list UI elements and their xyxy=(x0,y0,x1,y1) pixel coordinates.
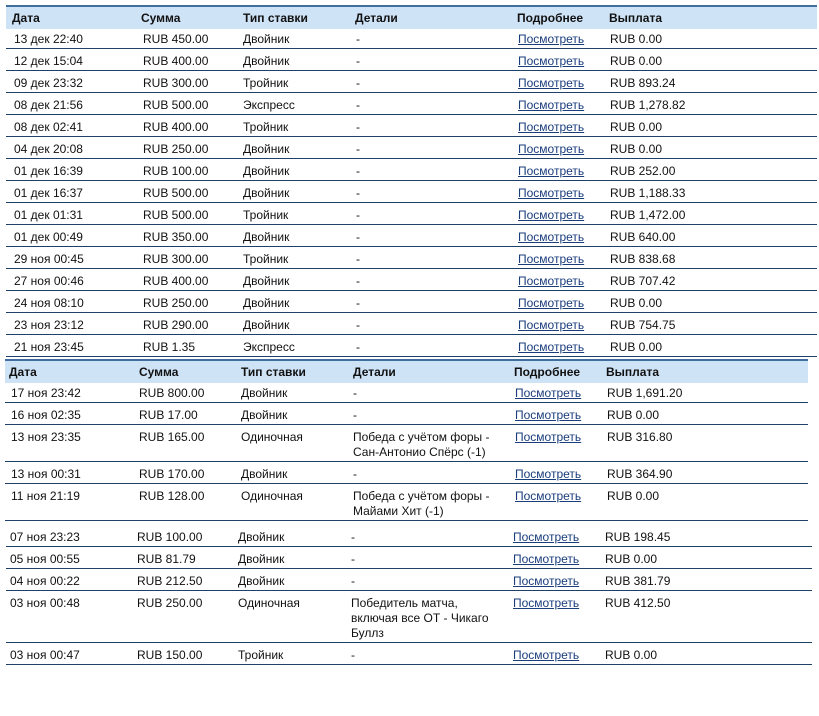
bet-type-cell: Тройник xyxy=(243,252,289,266)
view-details-link[interactable]: Посмотреть xyxy=(518,318,585,332)
table-row xyxy=(6,159,817,181)
details-cell xyxy=(351,596,489,641)
date-cell: 11 ноя 21:19 xyxy=(11,489,80,503)
amount-cell: RUB 17.00 xyxy=(139,408,198,422)
table-row xyxy=(5,484,808,521)
amount-cell: RUB 500.00 xyxy=(143,186,209,200)
col-date-header: Дата xyxy=(12,11,40,25)
payout-cell: RUB 0.00 xyxy=(610,120,663,134)
date-cell: 01 дек 00:49 xyxy=(14,230,83,244)
details-cell: - xyxy=(356,186,360,200)
payout-cell: RUB 0.00 xyxy=(607,489,660,503)
col-payout-header: Выплата xyxy=(606,365,660,379)
bet-type-cell: Двойник xyxy=(238,530,285,544)
payout-cell: RUB 0.00 xyxy=(605,648,658,662)
bets-table-2 xyxy=(5,359,808,525)
bets-table-3 xyxy=(6,525,812,665)
details-line: - xyxy=(351,552,355,566)
payout-cell: RUB 0.00 xyxy=(610,54,663,68)
details-cell: - xyxy=(356,340,360,354)
date-cell: 24 ноя 08:10 xyxy=(14,296,84,310)
date-cell: 08 дек 02:41 xyxy=(14,120,83,134)
view-details-link[interactable]: Посмотреть xyxy=(515,386,582,400)
payout-cell: RUB 0.00 xyxy=(610,340,663,354)
table-row xyxy=(6,525,812,547)
col-more-header: Подробнее xyxy=(514,365,581,379)
details-cell xyxy=(351,552,355,567)
details-line: - xyxy=(353,386,357,400)
bet-type-cell: Двойник xyxy=(243,318,290,332)
col-details-header: Детали xyxy=(355,11,398,25)
bet-type-cell: Двойник xyxy=(238,574,285,588)
table-row xyxy=(6,225,817,247)
details-cell: - xyxy=(356,208,360,222)
amount-cell: RUB 128.00 xyxy=(139,489,205,503)
date-cell: 13 ноя 23:35 xyxy=(11,430,81,444)
amount-cell: RUB 250.00 xyxy=(143,142,209,156)
payout-cell: RUB 754.75 xyxy=(610,318,676,332)
amount-cell: RUB 500.00 xyxy=(143,98,209,112)
details-line: - xyxy=(351,574,355,588)
details-line: - xyxy=(353,408,357,422)
amount-cell: RUB 1.35 xyxy=(143,340,196,354)
table-header xyxy=(6,5,817,29)
date-cell: 01 дек 16:39 xyxy=(14,164,83,178)
payout-cell: RUB 252.00 xyxy=(610,164,676,178)
col-payout-header: Выплата xyxy=(609,11,663,25)
bet-type-cell: Двойник xyxy=(243,142,290,156)
details-line: - xyxy=(351,648,355,662)
date-cell: 08 дек 21:56 xyxy=(14,98,83,112)
bet-type-cell: Тройник xyxy=(243,120,289,134)
date-cell: 01 дек 01:31 xyxy=(14,208,83,222)
table-row xyxy=(6,27,817,49)
view-details-link[interactable]: Посмотреть xyxy=(515,408,582,422)
date-cell: 13 дек 22:40 xyxy=(14,32,83,46)
details-cell xyxy=(351,574,355,589)
view-details-link[interactable]: Посмотреть xyxy=(518,98,585,112)
bet-type-cell: Двойник xyxy=(243,54,290,68)
payout-cell: RUB 364.90 xyxy=(607,467,673,481)
amount-cell: RUB 450.00 xyxy=(143,32,209,46)
view-details-link[interactable]: Посмотреть xyxy=(518,252,585,266)
date-cell: 27 ноя 00:46 xyxy=(14,274,84,288)
view-details-link[interactable]: Посмотреть xyxy=(518,120,585,134)
view-details-link[interactable]: Посмотреть xyxy=(518,142,585,156)
view-details-link[interactable]: Посмотреть xyxy=(518,164,585,178)
bet-type-cell: Двойник xyxy=(241,467,288,481)
payout-cell: RUB 893.24 xyxy=(610,76,676,90)
amount-cell: RUB 400.00 xyxy=(143,120,209,134)
bet-type-cell: Одиночная xyxy=(238,596,300,610)
date-cell: 04 дек 20:08 xyxy=(14,142,83,156)
payout-cell: RUB 707.42 xyxy=(610,274,676,288)
date-cell: 13 ноя 00:31 xyxy=(11,467,81,481)
details-cell: - xyxy=(356,32,360,46)
table-row xyxy=(5,425,808,462)
table-row xyxy=(6,547,812,569)
view-details-link[interactable]: Посмотреть xyxy=(518,186,585,200)
details-line: Победа с учётом форы - xyxy=(353,489,490,503)
view-details-link[interactable]: Посмотреть xyxy=(518,230,585,244)
payout-cell: RUB 198.45 xyxy=(605,530,671,544)
bet-type-cell: Одиночная xyxy=(241,489,303,503)
amount-cell: RUB 100.00 xyxy=(137,530,203,544)
details-cell: - xyxy=(356,274,360,288)
col-details-header: Детали xyxy=(353,365,396,379)
view-details-link[interactable]: Посмотреть xyxy=(518,54,585,68)
view-details-link[interactable]: Посмотреть xyxy=(515,430,582,444)
amount-cell: RUB 250.00 xyxy=(137,596,203,610)
amount-cell: RUB 170.00 xyxy=(139,467,205,481)
details-line: Майами Хит (-1) xyxy=(353,504,444,518)
details-cell xyxy=(351,530,355,545)
bet-type-cell: Двойник xyxy=(243,32,290,46)
bet-type-cell: Экспресс xyxy=(243,98,295,112)
details-cell: - xyxy=(356,252,360,266)
view-details-link[interactable]: Посмотреть xyxy=(513,648,580,662)
bet-type-cell: Экспресс xyxy=(243,340,295,354)
details-line: Победитель матча, xyxy=(351,596,458,610)
amount-cell: RUB 212.50 xyxy=(137,574,203,588)
payout-cell: RUB 1,188.33 xyxy=(610,186,686,200)
payout-cell: RUB 316.80 xyxy=(607,430,673,444)
details-line: Сан-Антонио Спёрс (-1) xyxy=(353,445,486,459)
date-cell: 17 ноя 23:42 xyxy=(11,386,81,400)
date-cell: 03 ноя 00:47 xyxy=(10,648,80,662)
amount-cell: RUB 290.00 xyxy=(143,318,209,332)
table-row xyxy=(6,71,817,93)
bet-type-cell: Двойник xyxy=(243,274,290,288)
amount-cell: RUB 300.00 xyxy=(143,76,209,90)
details-line: - xyxy=(353,467,357,481)
table-row xyxy=(6,181,817,203)
table-row xyxy=(6,269,817,291)
date-cell: 12 дек 15:04 xyxy=(14,54,83,68)
table-row xyxy=(6,203,817,225)
table-row xyxy=(6,291,817,313)
col-amount-header: Сумма xyxy=(141,11,181,25)
bets-table-1 xyxy=(6,5,817,360)
amount-cell: RUB 400.00 xyxy=(143,54,209,68)
table-row xyxy=(5,462,808,484)
view-details-link[interactable]: Посмотреть xyxy=(515,489,582,503)
payout-cell: RUB 0.00 xyxy=(610,32,663,46)
view-details-link[interactable]: Посмотреть xyxy=(515,467,582,481)
details-cell: - xyxy=(356,230,360,244)
col-amount-header: Сумма xyxy=(139,365,179,379)
date-cell: 21 ноя 23:45 xyxy=(14,340,84,354)
bet-type-cell: Тройник xyxy=(243,76,289,90)
table-row xyxy=(6,643,812,665)
amount-cell: RUB 400.00 xyxy=(143,274,209,288)
table-row xyxy=(6,313,817,335)
col-more-header: Подробнее xyxy=(517,11,584,25)
amount-cell: RUB 165.00 xyxy=(139,430,205,444)
view-details-link[interactable]: Посмотреть xyxy=(518,296,585,310)
col-bet-type-header: Тип ставки xyxy=(243,11,308,25)
amount-cell: RUB 81.79 xyxy=(137,552,196,566)
table-row xyxy=(6,49,817,71)
bet-type-cell: Тройник xyxy=(243,208,289,222)
details-cell xyxy=(353,489,490,519)
bet-type-cell: Двойник xyxy=(238,552,285,566)
details-cell xyxy=(353,386,357,401)
details-line: Буллз xyxy=(351,626,384,640)
details-cell xyxy=(353,408,357,423)
amount-cell: RUB 250.00 xyxy=(143,296,209,310)
view-details-link[interactable]: Посмотреть xyxy=(513,596,580,610)
details-cell: - xyxy=(356,54,360,68)
details-cell: - xyxy=(356,142,360,156)
table-row xyxy=(6,335,817,357)
bet-type-cell: Двойник xyxy=(243,230,290,244)
details-cell xyxy=(351,648,355,663)
payout-cell: RUB 1,472.00 xyxy=(610,208,686,222)
payout-cell: RUB 0.00 xyxy=(610,142,663,156)
payout-cell: RUB 0.00 xyxy=(610,296,663,310)
payout-cell: RUB 1,691.20 xyxy=(607,386,683,400)
bet-type-cell: Одиночная xyxy=(241,430,303,444)
date-cell: 16 ноя 02:35 xyxy=(11,408,81,422)
bet-type-cell: Двойник xyxy=(243,186,290,200)
date-cell: 09 дек 23:32 xyxy=(14,76,83,90)
details-line: включая все ОТ - Чикаго xyxy=(351,611,489,625)
amount-cell: RUB 500.00 xyxy=(143,208,209,222)
payout-cell: RUB 412.50 xyxy=(605,596,671,610)
table-header xyxy=(5,359,808,383)
date-cell: 04 ноя 00:22 xyxy=(10,574,80,588)
table-row xyxy=(6,569,812,591)
view-details-link[interactable]: Посмотреть xyxy=(518,76,585,90)
table-row xyxy=(6,93,817,115)
table-row xyxy=(5,381,808,403)
details-cell: - xyxy=(356,120,360,134)
date-cell: 07 ноя 23:23 xyxy=(10,530,80,544)
view-details-link[interactable]: Посмотреть xyxy=(513,552,580,566)
details-cell xyxy=(353,467,357,482)
view-details-link[interactable]: Посмотреть xyxy=(518,274,585,288)
table-row xyxy=(6,115,817,137)
col-bet-type-header: Тип ставки xyxy=(241,365,306,379)
date-cell: 29 ноя 00:45 xyxy=(14,252,84,266)
date-cell: 05 ноя 00:55 xyxy=(10,552,80,566)
view-details-link[interactable]: Посмотреть xyxy=(518,208,585,222)
amount-cell: RUB 150.00 xyxy=(137,648,203,662)
payout-cell: RUB 0.00 xyxy=(605,552,658,566)
amount-cell: RUB 300.00 xyxy=(143,252,209,266)
bet-type-cell: Двойник xyxy=(243,296,290,310)
details-line: - xyxy=(351,530,355,544)
table-row xyxy=(6,591,812,643)
view-details-link[interactable]: Посмотреть xyxy=(518,340,585,354)
col-date-header: Дата xyxy=(9,365,37,379)
payout-cell: RUB 838.68 xyxy=(610,252,676,266)
table-row xyxy=(6,247,817,269)
amount-cell: RUB 350.00 xyxy=(143,230,209,244)
payout-cell: RUB 381.79 xyxy=(605,574,671,588)
date-cell: 23 ноя 23:12 xyxy=(14,318,84,332)
payout-cell: RUB 0.00 xyxy=(607,408,660,422)
view-details-link[interactable]: Посмотреть xyxy=(518,32,585,46)
view-details-link[interactable]: Посмотреть xyxy=(513,530,580,544)
bet-type-cell: Двойник xyxy=(241,386,288,400)
date-cell: 01 дек 16:37 xyxy=(14,186,83,200)
details-cell: - xyxy=(356,318,360,332)
bet-type-cell: Двойник xyxy=(241,408,288,422)
payout-cell: RUB 640.00 xyxy=(610,230,676,244)
details-cell: - xyxy=(356,98,360,112)
bet-type-cell: Двойник xyxy=(243,164,290,178)
details-cell: - xyxy=(356,76,360,90)
table-row xyxy=(5,403,808,425)
details-cell: - xyxy=(356,296,360,310)
payout-cell: RUB 1,278.82 xyxy=(610,98,686,112)
details-cell xyxy=(353,430,490,460)
date-cell: 03 ноя 00:48 xyxy=(10,596,80,610)
bet-type-cell: Тройник xyxy=(238,648,284,662)
table-row xyxy=(6,137,817,159)
details-line: Победа с учётом форы - xyxy=(353,430,490,444)
amount-cell: RUB 100.00 xyxy=(143,164,209,178)
details-cell: - xyxy=(356,164,360,178)
view-details-link[interactable]: Посмотреть xyxy=(513,574,580,588)
amount-cell: RUB 800.00 xyxy=(139,386,205,400)
